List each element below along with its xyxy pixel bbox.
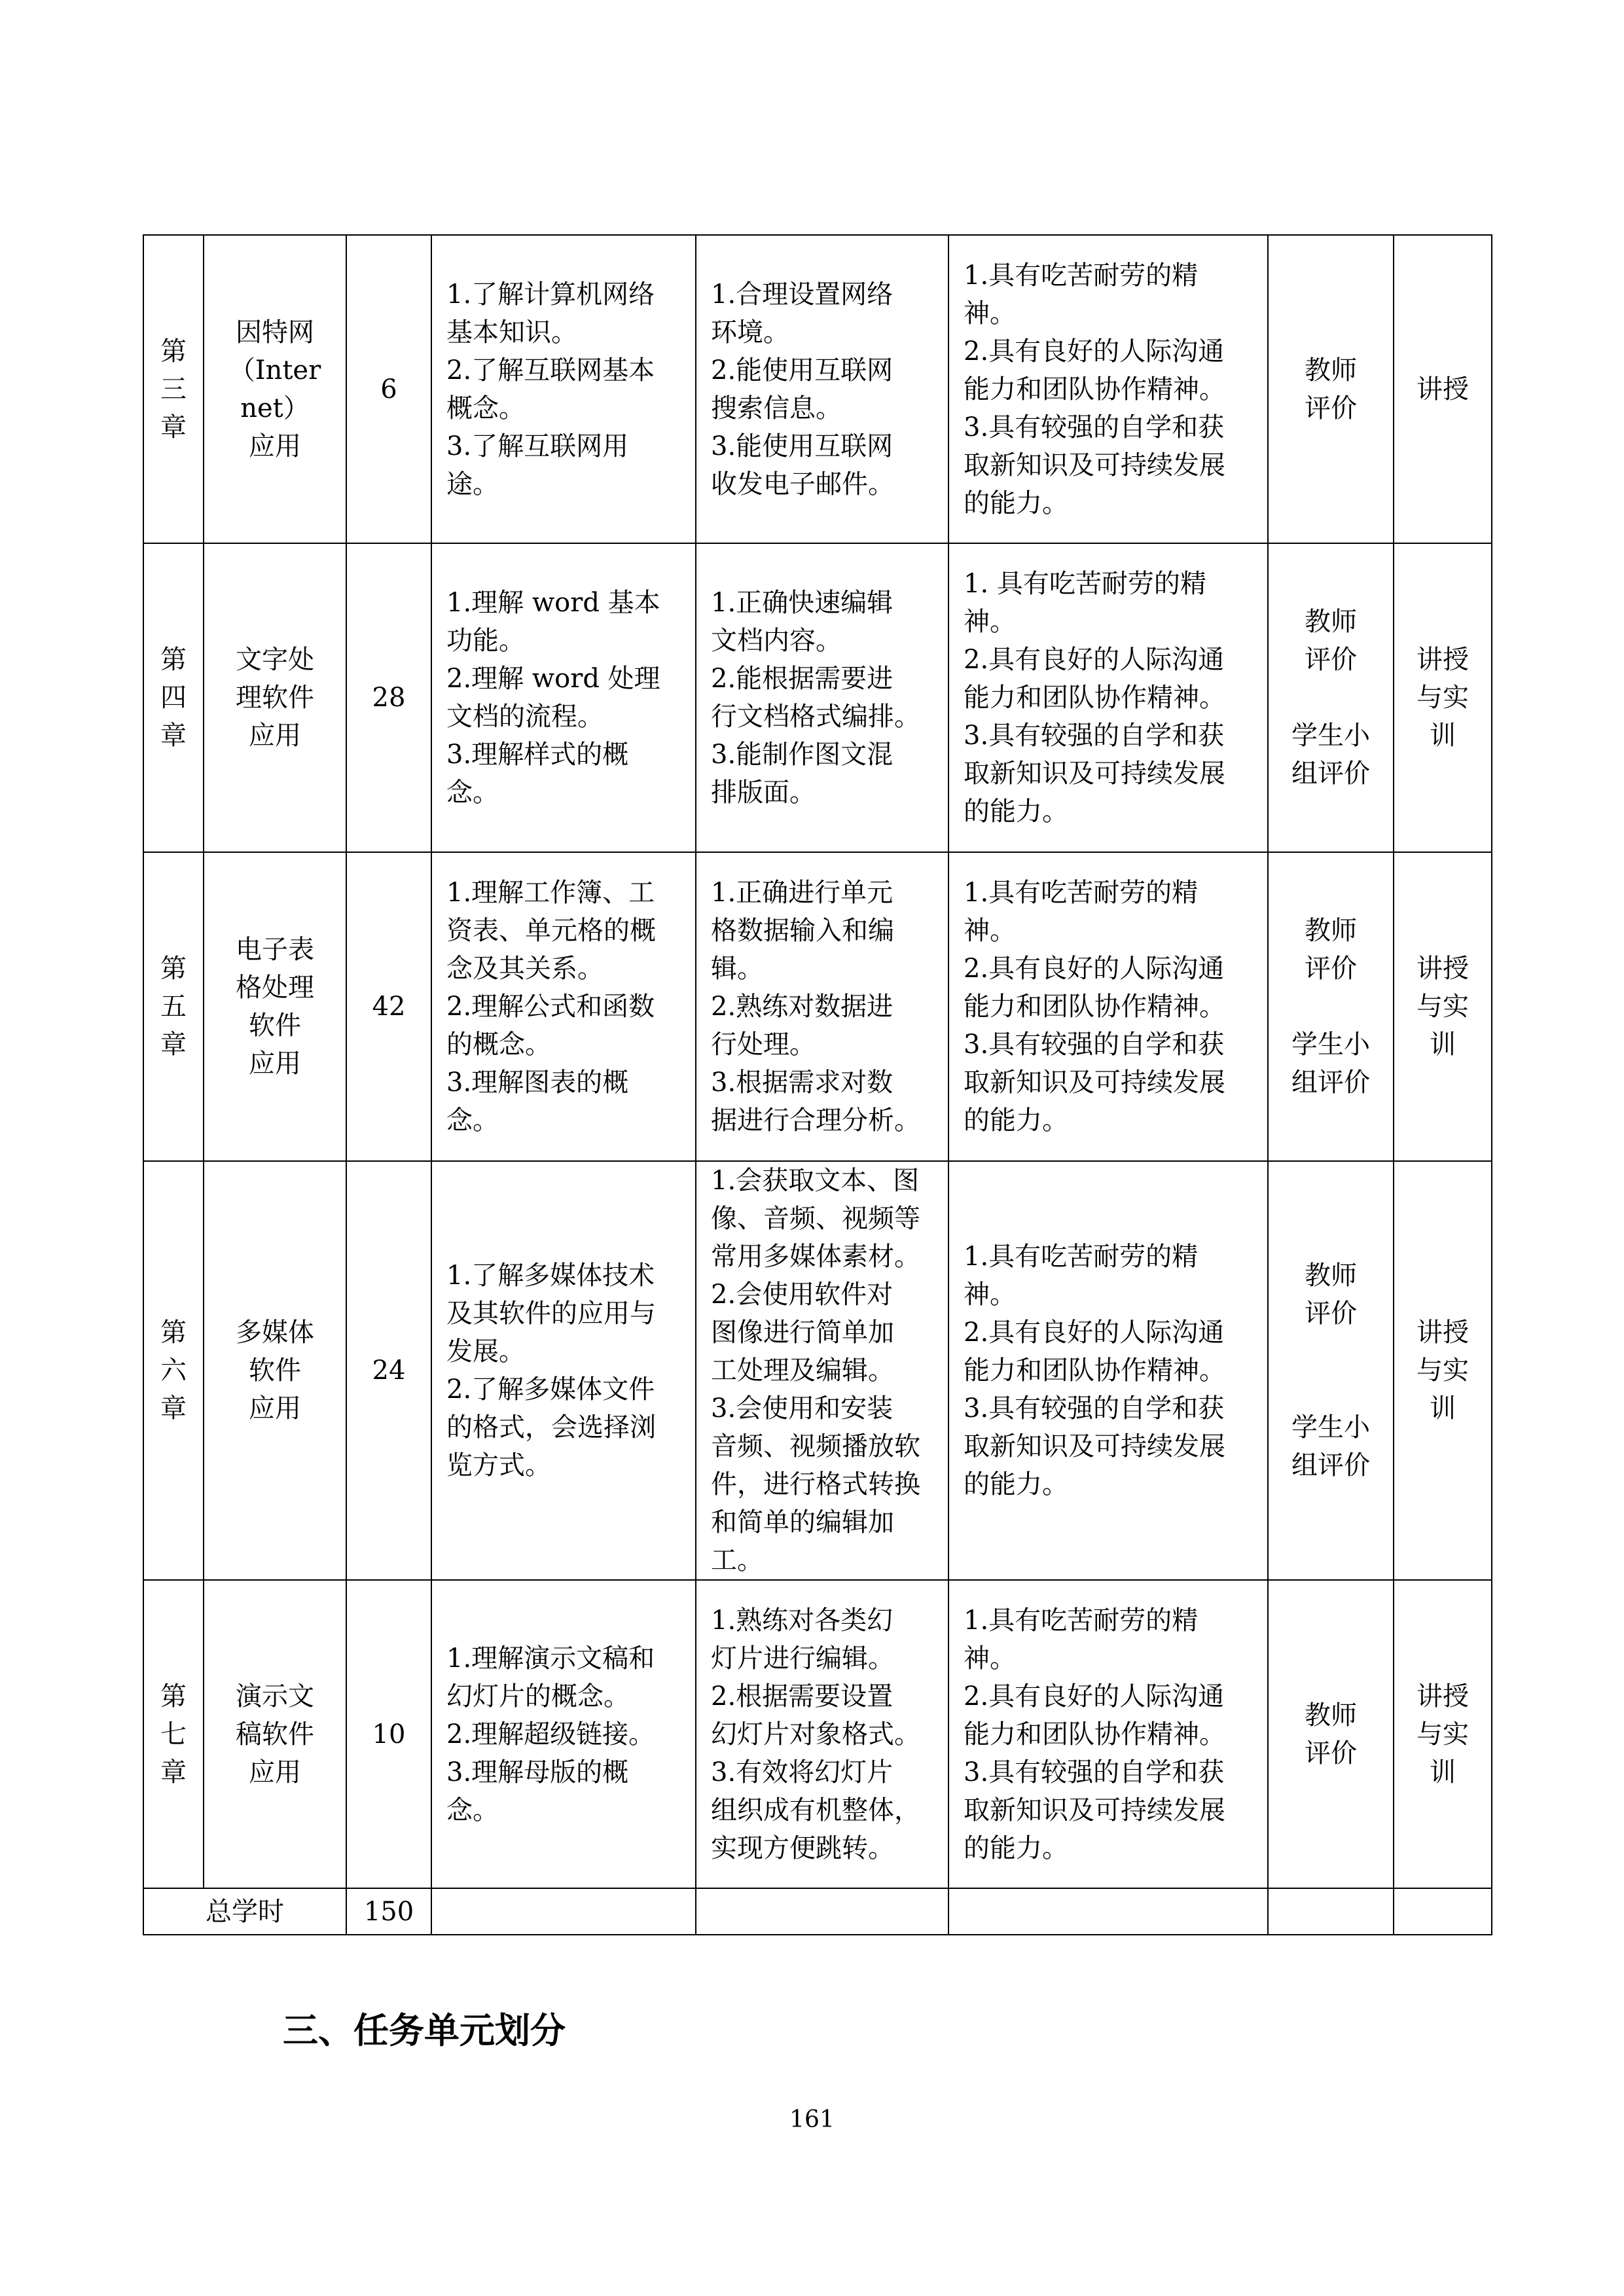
chapter-cell (143, 1580, 204, 1888)
cell-line: 训 (1430, 1030, 1456, 1060)
cell-line: 音频、视频播放软 (711, 1431, 920, 1462)
cell-line: 2.具有良好的人际沟通 (964, 954, 1225, 984)
page-number: 161 (789, 2106, 835, 2133)
cell-line: 件，进行格式转换 (711, 1469, 920, 1499)
cell-line: 辑。 (711, 954, 763, 984)
cell-line: 教师 (1305, 607, 1357, 637)
cell-line: 神。 (964, 1280, 1016, 1310)
hours-cell: 42 (346, 852, 431, 1161)
cell-line: 与实 (1416, 683, 1469, 713)
chapter-name-cell (204, 543, 346, 852)
cell-line: 讲授 (1416, 1318, 1469, 1348)
cell-line: 应用 (249, 1757, 301, 1787)
cell-line: 能力和团队协作精神。 (964, 992, 1225, 1022)
evaluation-cell (1268, 235, 1394, 543)
cell-line: 幻灯片的概念。 (446, 1681, 630, 1712)
cell-line: 2.具有良好的人际沟通 (964, 1681, 1225, 1712)
cell-line: 章 (160, 721, 187, 751)
cell-line: 2.具有良好的人际沟通 (964, 645, 1225, 675)
cell-line: 组织成有机整体， (711, 1795, 920, 1825)
total-label-cell: 总学时 (143, 1888, 346, 1935)
cell-line: 像、音频、视频等 (711, 1204, 920, 1234)
hours-cell: 28 (346, 543, 431, 852)
cell-line: 据进行合理分析。 (711, 1105, 920, 1136)
chapter-cell (143, 1161, 204, 1580)
empty-cell (431, 1888, 696, 1935)
method-cell (1394, 235, 1492, 543)
cell-line: 理软件 (236, 683, 314, 713)
cell-line: 因特网 (236, 317, 314, 348)
cell-line: 念。 (446, 1105, 499, 1136)
cell-line: 3.具有较强的自学和获 (964, 1030, 1225, 1060)
total-row (143, 1888, 1492, 1935)
cell-line: 教师 (1305, 916, 1357, 946)
knowledge-cell (431, 543, 696, 852)
method-cell (1394, 543, 1492, 852)
cell-line: 1.理解 word 基本 (446, 588, 660, 618)
empty-cell (948, 1888, 1268, 1935)
hours-cell: 24 (346, 1161, 431, 1580)
cell-line: 3.根据需求对数 (711, 1067, 893, 1098)
cell-line (1272, 1371, 1389, 1408)
cell-line: 章 (160, 412, 187, 442)
cell-line: 工处理及编辑。 (711, 1355, 894, 1386)
cell-line: 的能力。 (964, 1469, 1068, 1499)
cell-line: 和简单的编辑加 (711, 1507, 894, 1537)
table-row (143, 1580, 1492, 1888)
cell-line: 学生小 (1291, 1030, 1370, 1060)
chapter-cell (143, 543, 204, 852)
cell-line (1272, 1333, 1389, 1371)
cell-line: 第 (160, 954, 187, 984)
cell-line: 2.具有良好的人际沟通 (964, 336, 1225, 367)
cell-line: 2.理解超级链接。 (446, 1719, 655, 1749)
skills-cell (696, 852, 948, 1161)
cell-line: 的概念。 (446, 1030, 551, 1060)
cell-line: 2.具有良好的人际沟通 (964, 1318, 1225, 1348)
chapter-name-cell (204, 1161, 346, 1580)
cell-line: 评价 (1305, 1738, 1357, 1768)
cell-line: 取新知识及可持续发展 (964, 1431, 1225, 1462)
empty-cell (1268, 1888, 1394, 1935)
cell-line: 讲授 (1416, 1681, 1469, 1712)
knowledge-cell (431, 1580, 696, 1888)
table-row (143, 852, 1492, 1161)
cell-line: 3.理解图表的概 (446, 1067, 629, 1098)
cell-line: 第 (160, 1318, 187, 1348)
cell-line: 学生小 (1291, 721, 1370, 751)
cell-line: 1.正确进行单元 (711, 878, 893, 908)
evaluation-cell (1268, 1580, 1394, 1888)
cell-line: 四 (160, 683, 187, 713)
method-cell (1394, 852, 1492, 1161)
cell-line: 演示文 (236, 1681, 314, 1712)
cell-line: 排版面。 (711, 778, 816, 808)
cell-line: 幻灯片对象格式。 (711, 1719, 920, 1749)
cell-line: 2.能根据需要进 (711, 664, 893, 694)
cell-line: 灯片进行编辑。 (711, 1643, 894, 1674)
cell-line: 第 (160, 1681, 187, 1712)
cell-line: 3.有效将幻灯片 (711, 1757, 893, 1787)
empty-cell (696, 1888, 948, 1935)
cell-line: 3.能制作图文混 (711, 740, 893, 770)
cell-line: net） (240, 393, 310, 423)
cell-line: 3.具有较强的自学和获 (964, 721, 1225, 751)
cell-line: 训 (1430, 1757, 1456, 1787)
cell-line: 教师 (1305, 1261, 1357, 1291)
cell-line: 3.理解样式的概 (446, 740, 629, 770)
cell-line: 3.了解互联网用 (446, 431, 629, 461)
cell-line: 2.会使用软件对 (711, 1280, 893, 1310)
cell-line: 五 (160, 992, 187, 1022)
cell-line: 文字处 (236, 645, 314, 675)
cell-line: 1.了解多媒体技术 (446, 1261, 655, 1291)
cell-line: 念及其关系。 (446, 954, 604, 984)
cell-line: 的能力。 (964, 797, 1068, 827)
cell-line: 章 (160, 1393, 187, 1424)
cell-line: 教师 (1305, 1700, 1357, 1731)
cell-line: 讲授 (1416, 645, 1469, 675)
cell-line: 1. 具有吃苦耐劳的精 (964, 569, 1206, 599)
method-cell (1394, 1161, 1492, 1580)
cell-line (1272, 679, 1389, 717)
cell-line: 2.理解 word 处理 (446, 664, 660, 694)
cell-line: 1.熟练对各类幻 (711, 1605, 893, 1636)
cell-line: 览方式。 (446, 1450, 551, 1480)
cell-line: 基本知识。 (446, 317, 577, 348)
curriculum-table (143, 234, 1492, 1935)
knowledge-cell (431, 1161, 696, 1580)
cell-line: 应用 (249, 1393, 301, 1424)
method-cell (1394, 1580, 1492, 1888)
cell-line: 3.具有较强的自学和获 (964, 1757, 1225, 1787)
cell-line: 应用 (249, 1049, 301, 1079)
cell-line: 1.会获取文本、图 (711, 1166, 920, 1196)
cell-line: 资表、单元格的概 (446, 916, 656, 946)
cell-line: 取新知识及可持续发展 (964, 1795, 1225, 1825)
cell-line: 软件 (249, 1011, 301, 1041)
cell-line: 3.具有较强的自学和获 (964, 1393, 1225, 1424)
cell-line: 的能力。 (964, 1105, 1068, 1136)
cell-line: 功能。 (446, 626, 525, 656)
cell-line: 组评价 (1291, 1067, 1370, 1098)
section-heading: 三、任务单元划分 (283, 2010, 566, 2051)
cell-line: 教师 (1305, 355, 1357, 386)
cell-line: 电子表 (236, 935, 314, 965)
quality-cell (948, 1580, 1268, 1888)
cell-line: 讲授 (1416, 374, 1469, 404)
table-row (143, 235, 1492, 543)
cell-line: 讲授 (1416, 954, 1469, 984)
table-body (143, 235, 1492, 1935)
cell-line: 图像进行简单加 (711, 1318, 894, 1348)
cell-line: 工。 (711, 1545, 763, 1575)
cell-line: 第 (160, 336, 187, 367)
cell-line: 取新知识及可持续发展 (964, 759, 1225, 789)
cell-line: 2.理解公式和函数 (446, 992, 655, 1022)
cell-line: 3.具有较强的自学和获 (964, 412, 1225, 442)
chapter-name-cell (204, 1580, 346, 1888)
cell-line: （Inter (228, 355, 321, 386)
cell-line: 评价 (1305, 393, 1357, 423)
cell-line: 学生小 (1291, 1412, 1370, 1443)
evaluation-cell (1268, 543, 1394, 852)
cell-line: 第 (160, 645, 187, 675)
cell-line: 1.具有吃苦耐劳的精 (964, 878, 1199, 908)
cell-line: 能力和团队协作精神。 (964, 683, 1225, 713)
empty-cell (1394, 1888, 1492, 1935)
cell-line: 2.熟练对数据进 (711, 992, 893, 1022)
cell-line: 2.了解多媒体文件 (446, 1374, 655, 1405)
table-row (143, 1161, 1492, 1580)
table-row (143, 543, 1492, 852)
cell-line: 七 (160, 1719, 187, 1749)
cell-line: 发展。 (446, 1336, 525, 1367)
cell-line: 收发电子邮件。 (711, 469, 894, 499)
cell-line: 训 (1430, 1393, 1456, 1424)
cell-line: 3.能使用互联网 (711, 431, 893, 461)
skills-cell (696, 543, 948, 852)
cell-line: 章 (160, 1757, 187, 1787)
cell-line: 1.理解工作簿、工 (446, 878, 655, 908)
cell-line: 能力和团队协作精神。 (964, 1355, 1225, 1386)
cell-line: 1.具有吃苦耐劳的精 (964, 260, 1199, 291)
cell-line: 概念。 (446, 393, 525, 423)
cell-line: 三 (160, 374, 187, 404)
cell-line: 训 (1430, 721, 1456, 751)
quality-cell (948, 235, 1268, 543)
knowledge-cell (431, 852, 696, 1161)
cell-line: 1.具有吃苦耐劳的精 (964, 1605, 1199, 1636)
cell-line: 的能力。 (964, 488, 1068, 518)
hours-cell: 10 (346, 1580, 431, 1888)
cell-line: 3.理解母版的概 (446, 1757, 629, 1787)
cell-line: 稿软件 (236, 1719, 314, 1749)
cell-line: 途。 (446, 469, 499, 499)
cell-line: 文档内容。 (711, 626, 842, 656)
cell-line: 组评价 (1291, 759, 1370, 789)
chapter-cell (143, 235, 204, 543)
cell-line: 念。 (446, 1795, 499, 1825)
cell-line: 软件 (249, 1355, 301, 1386)
cell-line: 及其软件的应用与 (446, 1299, 656, 1329)
cell-line: 实现方便跳转。 (711, 1833, 894, 1863)
cell-line: 与实 (1416, 1719, 1469, 1749)
cell-line: 神。 (964, 916, 1016, 946)
evaluation-cell (1268, 1161, 1394, 1580)
cell-line: 2.能使用互联网 (711, 355, 893, 386)
cell-line: 念。 (446, 778, 499, 808)
evaluation-cell (1268, 852, 1394, 1161)
quality-cell (948, 543, 1268, 852)
cell-line: 1.了解计算机网络 (446, 279, 655, 310)
cell-line: 多媒体 (236, 1318, 314, 1348)
cell-line: 取新知识及可持续发展 (964, 450, 1225, 480)
cell-line: 1.合理设置网络 (711, 279, 893, 310)
chapter-name-cell (204, 852, 346, 1161)
cell-line: 搜索信息。 (711, 393, 842, 423)
knowledge-cell (431, 235, 696, 543)
cell-line: 章 (160, 1030, 187, 1060)
cell-line: 行文档格式编排。 (711, 702, 920, 732)
cell-line: 常用多媒体素材。 (711, 1242, 920, 1272)
cell-line: 的能力。 (964, 1833, 1068, 1863)
quality-cell (948, 852, 1268, 1161)
cell-line: 取新知识及可持续发展 (964, 1067, 1225, 1098)
cell-line: 2.根据需要设置 (711, 1681, 893, 1712)
cell-line: 应用 (249, 431, 301, 461)
cell-line: 神。 (964, 298, 1016, 329)
cell-line: 能力和团队协作精神。 (964, 1719, 1225, 1749)
cell-line: 神。 (964, 1643, 1016, 1674)
cell-line: 格数据输入和编 (711, 916, 894, 946)
cell-line: 3.会使用和安装 (711, 1393, 893, 1424)
cell-line: 2.了解互联网基本 (446, 355, 655, 386)
cell-line: 评价 (1305, 954, 1357, 984)
cell-line: 1.理解演示文稿和 (446, 1643, 655, 1674)
cell-line: 组评价 (1291, 1450, 1370, 1480)
cell-line: 环境。 (711, 317, 789, 348)
cell-line (1272, 988, 1389, 1026)
hours-cell: 6 (346, 235, 431, 543)
cell-line: 1.正确快速编辑 (711, 588, 893, 618)
cell-line: 1.具有吃苦耐劳的精 (964, 1242, 1199, 1272)
total-hours-cell: 150 (346, 1888, 431, 1935)
cell-line: 六 (160, 1355, 187, 1386)
cell-line: 应用 (249, 721, 301, 751)
skills-cell (696, 1161, 948, 1580)
chapter-cell (143, 852, 204, 1161)
skills-cell (696, 1580, 948, 1888)
quality-cell (948, 1161, 1268, 1580)
skills-cell (696, 235, 948, 543)
chapter-name-cell (204, 235, 346, 543)
cell-line: 与实 (1416, 1355, 1469, 1386)
cell-line: 行处理。 (711, 1030, 816, 1060)
cell-line: 文档的流程。 (446, 702, 604, 732)
cell-line: 的格式，会选择浏 (446, 1412, 656, 1443)
cell-line: 与实 (1416, 992, 1469, 1022)
cell-line: 评价 (1305, 645, 1357, 675)
cell-line: 能力和团队协作精神。 (964, 374, 1225, 404)
cell-line: 格处理 (236, 973, 314, 1003)
cell-line: 神。 (964, 607, 1016, 637)
cell-line: 评价 (1305, 1299, 1357, 1329)
